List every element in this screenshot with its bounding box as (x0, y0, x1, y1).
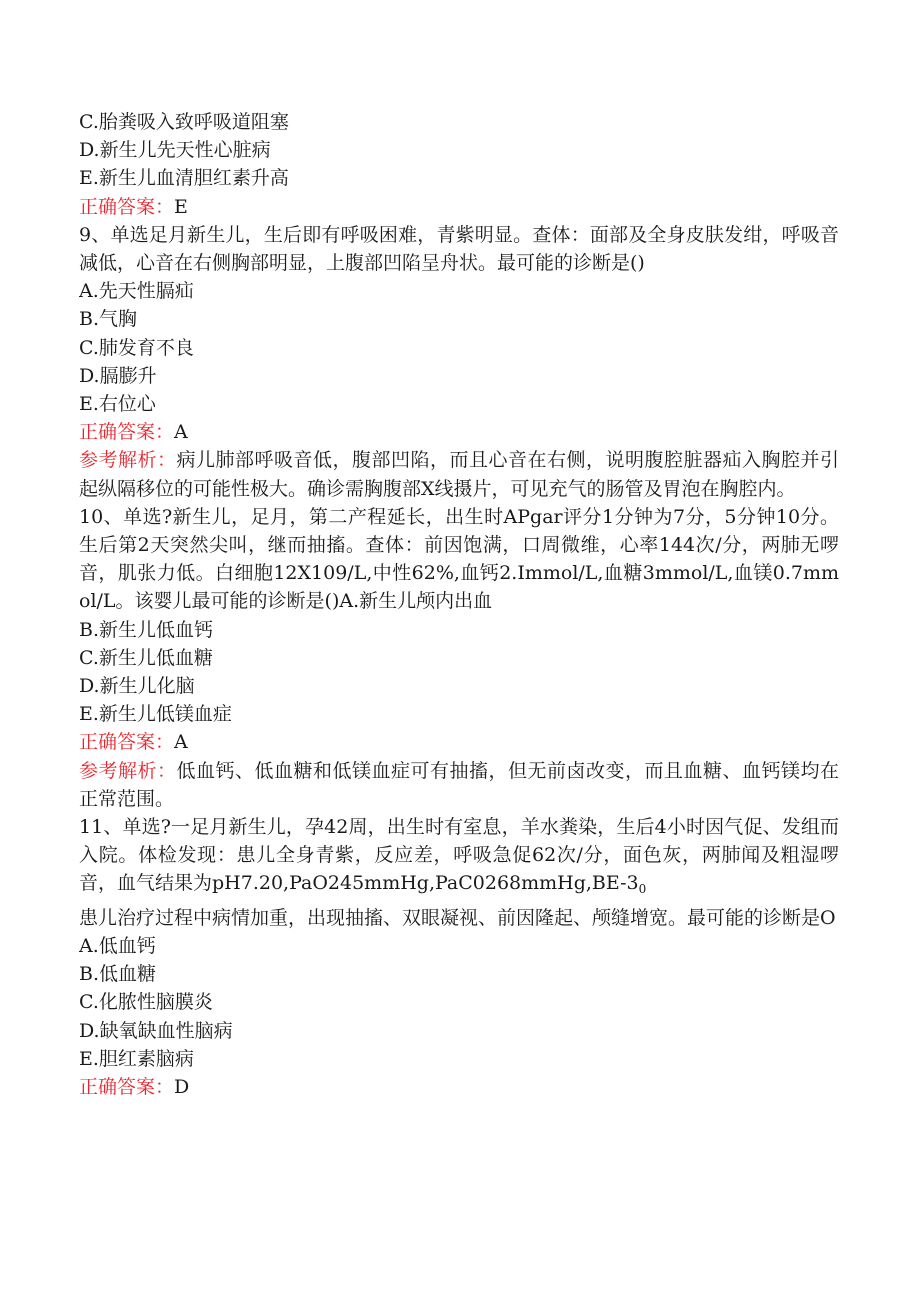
answer-label: 正确答案： (79, 731, 175, 754)
q11-option-c: C.化脓性脑膜炎 (79, 991, 213, 1014)
q11-stem (79, 813, 839, 904)
q9-option-c: C.肺发育不良 (79, 336, 194, 359)
q9-option-e: E.右位心 (79, 393, 156, 416)
q9-answer (79, 418, 839, 446)
q10-option-b: B.新生儿低血钙 (79, 618, 214, 641)
q11-option-d: D.缺氧缺血性脑病 (79, 1019, 233, 1042)
q10-option-c: C.新生儿低血糖 (79, 646, 213, 669)
analysis-text: 低血钙、低血糖和低镁血症可有抽搐，但无前卤改变，而且血糖、血钙镁均在正常范围。 (79, 759, 839, 810)
q10-option-e: E.新生儿低镁血症 (79, 703, 232, 726)
analysis-label: 参考解析： (79, 759, 177, 782)
q11-answer (79, 1073, 839, 1101)
q11-stem-continued: 患儿治疗过程中病情加重，出现抽搐、双眼凝视、前因隆起、颅缝增宽。最可能的诊断是O (79, 906, 836, 929)
q9-option-a: A.先天性膈疝 (79, 280, 194, 303)
analysis-label: 参考解析： (79, 449, 177, 472)
q11-option-a: A.低血钙 (79, 934, 156, 957)
q11-stem-main: 11、单选?一足月新生儿，孕42周，出生时有室息，羊水粪染，生后4小时因气促、发组而入院。体检发现：患儿全身青紫，反应差，呼吸急促62次/分，面色灰，两肺闻及粗湿啰音，血气结果为pH7.20,PaO245mmHg,PaC0268mmHg,BE-3 (79, 816, 839, 895)
q9-stem: 9、单选足月新生儿，生后即有呼吸困难，青紫明显。查体：面部及全身皮肤发绀，呼吸音减低，心音在右侧胸部明显，上腹部凹陷呈舟状。最可能的诊断是() (79, 223, 839, 275)
q8-answer (79, 193, 839, 221)
answer-value: D (174, 1075, 190, 1098)
answer-value: E (174, 195, 188, 218)
analysis-text: 病儿肺部呼吸音低，腹部凹陷，而且心音在右侧，说明腹腔脏器疝入胸腔并引起纵隔移位的可能性极大。确诊需胸腹部X线摄片，可见充气的肠管及胃泡在胸腔内。 (79, 449, 839, 500)
answer-label: 正确答案： (79, 421, 175, 444)
q10-option-d: D.新生儿化脑 (79, 675, 195, 698)
q10-stem: 10、单选?新生儿，足月，第二产程延长，出生时APgar评分1分钟为7分，5分钟10分。生后第2天突然尖叫，继而抽搐。查体：前因饱满，口周微维，心率144次/分，两肺无啰音，肌张力低。白细胞12X109/L,中性62%,血钙2.Immol/L,血糖3mmol/L,血镁0.7mmol/L。该婴儿最可能的诊断是()A.新生儿颅内出血 (79, 505, 839, 613)
q8-option-c: C.胎粪吸入致呼吸道阻塞 (79, 111, 289, 133)
document-page (79, 108, 839, 1101)
q8-option-d: D.新生儿先天性心脏病 (79, 139, 271, 162)
answer-label: 正确答案： (79, 195, 175, 218)
answer-value: A (174, 421, 188, 444)
answer-value: A (174, 731, 188, 754)
q10-analysis (79, 757, 839, 813)
q11-option-b: B.低血糖 (79, 963, 157, 986)
q9-option-d: D.膈膨升 (79, 364, 157, 387)
q9-option-b: B.气胸 (79, 308, 138, 331)
answer-label: 正确答案： (79, 1075, 175, 1098)
q9-analysis (79, 446, 839, 502)
q11-option-e: E.胆红素脑病 (79, 1047, 194, 1070)
q8-option-e: E.新生儿血清胆红素升高 (79, 167, 289, 190)
q11-stem-subscript: 0 (638, 882, 647, 897)
q10-answer (79, 728, 839, 756)
